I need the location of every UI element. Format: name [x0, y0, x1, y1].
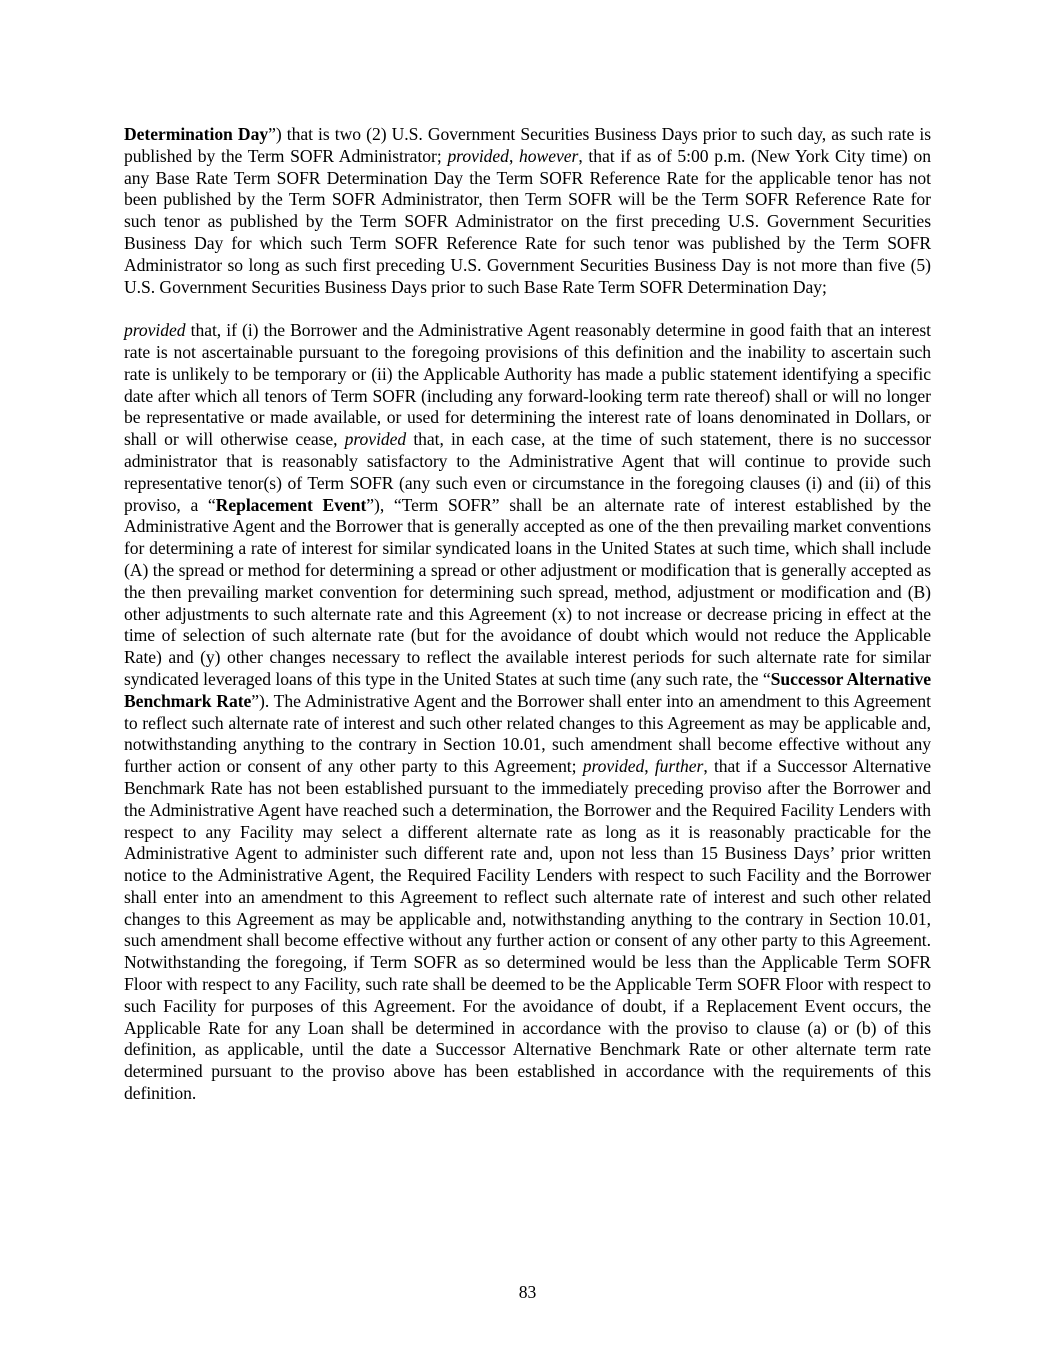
text-run: that, if (i) the Borrower and the Administrative Agent reasonably determine in good faith that an interest rate is not ascertainable pursuant to the foregoing provisions of this definition and the inability to ascertain such rate is unlikely to be temporary or (ii) the Applicable Authority has made a public statement identifying a specific date after which all tenors of Term SOFR (including any forward-looking term rate thereof) shall or will no longer be representative or made available, or used for determining the interest rate of loans denominated in Dollars, or shall or will otherwise cease, [124, 320, 931, 450]
text-run: , that if a Successor Alternative Benchmark Rate has not been established pursuant to the immediately preceding proviso after the Borrower and the Administrative Agent have reached such a determination, the Borrower and the Required Facility Lenders with respect to any Facility may select a different alternate rate as long as it is reasonably practicable for the Administrative Agent to administer such different rate and, upon not less than 15 Business Days’ prior written notice to the Administrative Agent, the Required Facility Lenders with respect to such Facility and the Borrower shall enter into an amendment to this Agreement to reflect such alternate rate of interest and such other related changes to this Agreement as may be applicable and, notwithstanding anything to the contrary in Section 10.01, such amendment shall become effective without any further action or consent of any other party to this Agreement. Notwithstanding the foregoing, if Term SOFR as so determined would be less than the Applicable Term SOFR Floor with respect to any Facility, such rate shall be deemed to be the Applicable Term SOFR Floor with respect to such Facility for purposes of this Agreement. For the avoidance of doubt, if a Replacement Event occurs, the Applicable Rate for any Loan shall be determined in accordance with the proviso to clause (a) or (b) of this definition, as applicable, until the date a Successor Alternative Benchmark Rate or other alternate term rate determined pursuant to the proviso above has been established in accordance with the requirements of this definition. [124, 756, 931, 1104]
emphasis-run: further [654, 756, 704, 777]
emphasis-run: provided [124, 320, 186, 341]
text-run: , [508, 145, 520, 166]
emphasis-run: however [519, 145, 579, 166]
page-number: 83 [518, 1282, 537, 1302]
text-run: , that if as of 5:00 p.m. (New York City time) on any Base Rate Term SOFR Determination Day the Term SOFR Reference Rate for the applicable tenor has not been published by the Term SOFR Administrator, then Term SOFR will be the Term SOFR Reference Rate for such tenor as published by the Term SOFR Administrator on the first preceding U.S. Government Securities Business Day for which such Term SOFR Reference Rate for such tenor was published by the Term SOFR Administrator so long as such first preceding U.S. Government Securities Business Day is not more than five (5) U.S. Government Securities Business Days prior to such Base Rate Term SOFR Determination Day; [124, 145, 931, 297]
emphasis-run: provided [344, 429, 407, 450]
emphasis-run: provided [447, 145, 509, 166]
text-run: ”), “Term SOFR” shall be an alternate rate of interest established by the Administrative Agent and the Borrower that is generally accepted as one of the then prevailing market conventions for determining a rate of interest for similar syndicated loans in the United States at such time, which shall include (A) the spread or method for determining a spread or other adjustment or modification that is generally accepted as the then prevailing market convention for determining such spread, method, adjustment or modification and (B) other adjustments to such alternate rate and this Agreement (x) to not increase or decrease pricing in effect at the time of selection of such alternate rate (but for the avoidance of doubt which would not reduce the Applicable Rate) and (y) other changes necessary to reflect the available interest periods for such alternate rate for similar syndicated leveraged loans of this type in the United States at such time (any such rate, the “ [124, 494, 931, 689]
defined-term: Successor Alternative Benchmark Rate [124, 668, 931, 711]
defined-term: Replacement Event [215, 494, 367, 515]
emphasis-run: provided [582, 756, 645, 777]
paragraph-continuation [124, 124, 931, 298]
text-run: , [644, 756, 655, 777]
document-body [124, 124, 931, 1105]
text-run: ”). The Administrative Agent and the Borrower shall enter into an amendment to this Agreement to reflect such alternate rate of interest and such other related changes to this Agreement as may be applicable and, notwithstanding anything to the contrary in Section 10.01, such amendment shall become effective without any further action or consent of any other party to this Agreement; [124, 690, 931, 777]
defined-term: Determination Day [124, 124, 269, 144]
paragraph-proviso [124, 320, 931, 1105]
text-run: that, in each case, at the time of such statement, there is no successor administrator that is reasonably satisfactory to the Administrative Agent that will continue to provide such representative tenor(s) of Term SOFR (any such even or circumstance in the foregoing clauses (i) and (ii) of this proviso, a “ [124, 429, 932, 515]
text-run: ”) that is two (2) U.S. Government Securities Business Days prior to such day, as such rate is published by the Term SOFR Administrator; [124, 124, 931, 166]
